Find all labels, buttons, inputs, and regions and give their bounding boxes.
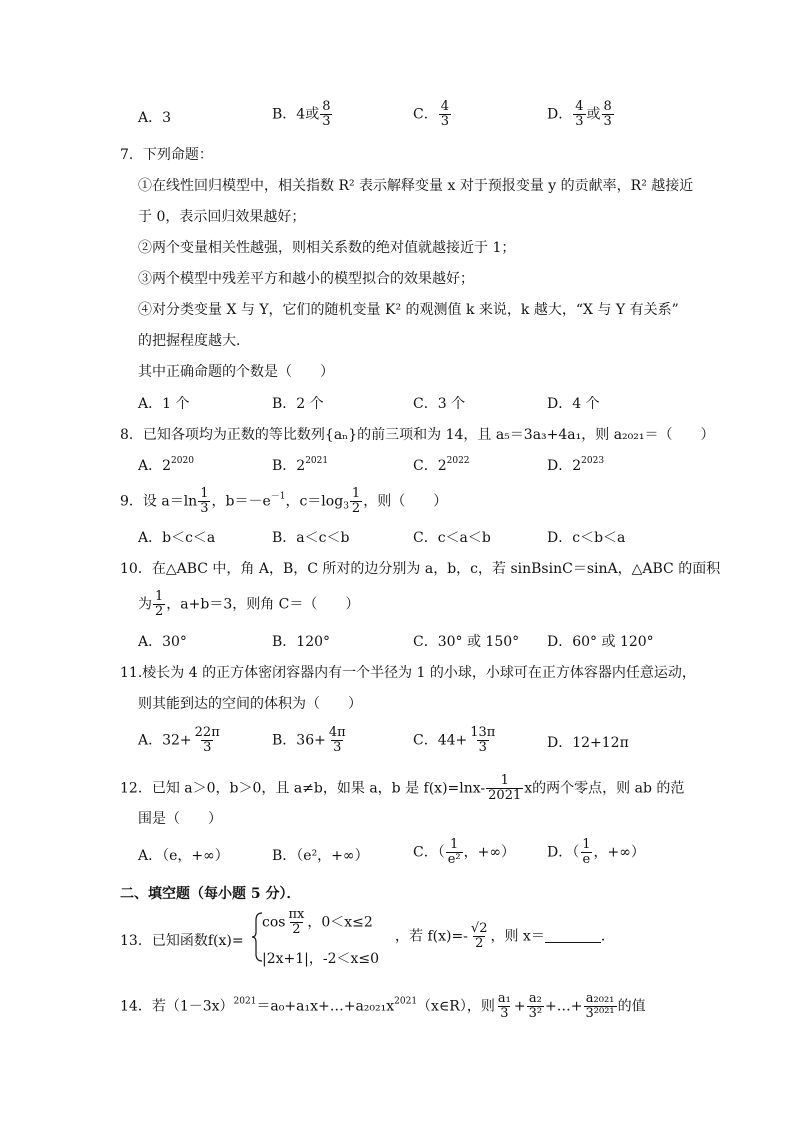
- q7-statement-2: ②两个变量相关性越强，则相关系数的绝对值就越接近于 1；: [138, 240, 516, 256]
- q12-option-c: C．（ $\frac{1}{\text{e²}}$ ，+∞）: [413, 837, 516, 867]
- q14-stem: 14．若$(1-3x)^{2021}=a_0+a_1x+\dots+a_{2021}x^{2021}(x\in R)$，则 $\frac{\text{a₁}}{3}$ + $\frac{\text{a₂}}{\text{3²}}$ +…+ $\frac{\text{a₂₀₂₁}}{\text{3²⁰²¹}}$ 的值: [120, 991, 646, 1021]
- q12-stem-line1: 12．已知 a＞0，b＞0，且 a≠b，如果 a，b 是 f(x)=lnx- $\frac{1}{2021}$ x的两个零点，则 ab 的范: [120, 773, 685, 803]
- q12-option-a: A．（e，+∞）: [138, 848, 229, 864]
- q7-option-c: C．3 个: [413, 396, 466, 412]
- q13-stem-pre: 13．已知函数f(x)=: [120, 933, 244, 949]
- q6-option-d: D． $\frac{4}{3}$ 或 $\frac{8}{3}$: [547, 99, 612, 129]
- q11-option-c: C．44+ $\frac{13\pi}{3}$: [413, 725, 496, 755]
- q12-option-d: D．（ $\frac{1}{e}$ ，+∞）: [547, 837, 645, 867]
- q9-stem: 9．设 a＝ln $\frac{1}{3}$ ，$b=-e^{-1}$，$c=\log_3$ $\frac{1}{2}$ ，则（ ）: [120, 486, 448, 516]
- q11-stem-line1: 11.棱长为 4 的正方体密闭容器内有一个半径为 1 的小球，小球可在正方体容器内任意运动，: [120, 665, 696, 681]
- q8-option-b: B．$2^{2021}$: [272, 456, 329, 474]
- q11-option-a: A．32+ $\frac{22\pi}{3}$: [138, 725, 220, 755]
- q9-option-c: C．c＜a＜b: [413, 530, 491, 546]
- q7-statement-1a: ①在线性回归模型中，相关指数 R² 表示解释变量 x 对于预报变量 y 的贡献率，R² 越接近: [138, 178, 694, 194]
- q7-statement-4b: 的把握程度越大．: [138, 333, 250, 349]
- q7-stem: 7．下列命题：: [120, 147, 213, 163]
- q7-statement-4a: ④对分类变量 X 与 Y，它们的随机变量 K² 的观测值 k 来说，k 越大，“X 与 Y 有关系”: [138, 302, 679, 318]
- q6-option-a: A．3: [138, 110, 172, 126]
- q6-option-b: B．4或 $\frac{8}{3}$: [272, 99, 331, 129]
- q8-option-a: A．$2^{2020}$: [138, 456, 194, 474]
- q9-option-d: D．c＜b＜a: [547, 530, 626, 546]
- q10-option-a: A．30°: [138, 634, 187, 650]
- section-fill-in-heading: 二、填空题（每小题 5 分）．: [120, 886, 301, 902]
- q8-option-c: C．$2^{2022}$: [413, 456, 470, 474]
- q9-option-a: A．b＜c＜a: [138, 530, 216, 546]
- q9-option-b: B．a＜c＜b: [272, 530, 350, 546]
- q10-option-c: C．30° 或 150°: [413, 634, 520, 650]
- q7-statement-1b: 于 0，表示回归效果越好；: [138, 209, 306, 225]
- q11-option-b: B．36+ $\frac{4\pi}{3}$: [272, 725, 346, 755]
- q8-stem: 8．已知各项均为正数的等比数列{aₙ}的前三项和为 14，且 a₅＝3a₃+4a₁，则 a₂₀₂₁＝（ ）: [120, 427, 715, 443]
- q13-case-2: |2x+1|，-2＜x≤0: [262, 951, 380, 967]
- q11-stem-line2: 则其能到达的空间的体积为（ ）: [138, 696, 362, 712]
- q7-option-a: A．1 个: [138, 396, 190, 412]
- q13-stem-post: ，若 f(x)=- $\frac{√2}{2}$ ，则 x＝ ．: [395, 921, 615, 951]
- q6-option-c: C． $\frac{4}{3}$: [413, 99, 449, 129]
- q10-option-b: B．120°: [272, 634, 331, 650]
- q13-case-1: cos $\frac{\pi x}{2}$ ，0＜x≤2: [262, 907, 373, 937]
- q10-stem-line2: 为 $\frac{1}{2}$ ，a+b＝3，则角 C＝（ ）: [138, 589, 360, 619]
- q12-option-b: B．（e²，+∞）: [272, 848, 369, 864]
- q8-option-d: D．$2^{2023}$: [547, 456, 605, 474]
- q11-option-d: D．12+12π: [547, 735, 629, 751]
- q10-stem-line1: 10．在△ABC 中，角 A，B，C 所对的边分别为 a，b，c，若 sinBsinC＝sinA，△ABC 的面积: [120, 561, 721, 577]
- q7-statement-3: ③两个模型中残差平方和越小的模型拟合的效果越好；: [138, 271, 474, 287]
- q7-option-b: B．2 个: [272, 396, 324, 412]
- q13-answer-blank[interactable]: [545, 928, 601, 943]
- q12-stem-line2: 围是（ ）: [138, 811, 222, 827]
- q7-question: 其中正确命题的个数是（ ）: [138, 364, 334, 380]
- q7-option-d: D．4 个: [547, 396, 600, 412]
- q10-option-d: D．60° 或 120°: [547, 634, 654, 650]
